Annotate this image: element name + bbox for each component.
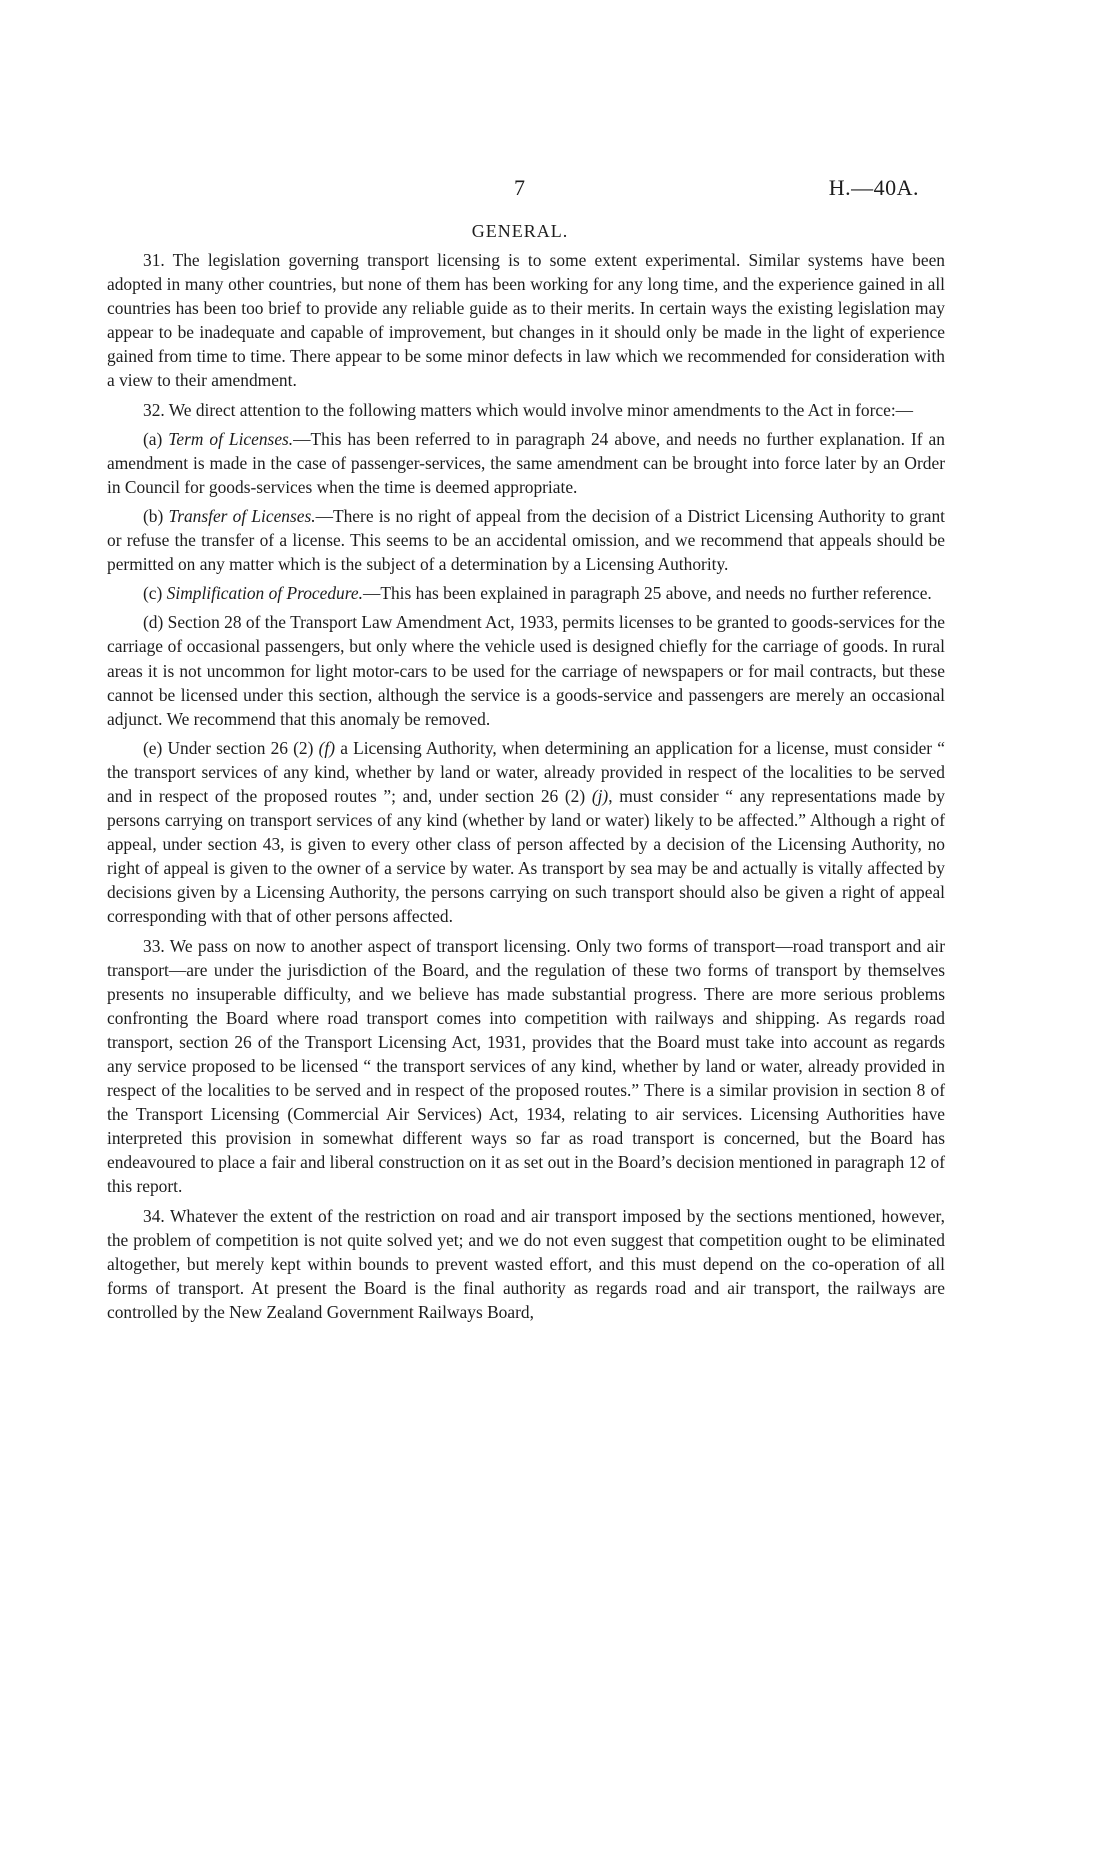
body-text	[107, 248, 945, 1329]
document-reference: H.—40A.	[828, 175, 919, 200]
item-c-text: —This has been explained in paragraph 25 above, and needs no further reference.	[362, 583, 932, 604]
item-d-label: (d)	[143, 612, 164, 633]
item-e-text-1: Under section 26 (2)	[167, 737, 319, 758]
item-a-label: (a)	[143, 428, 163, 449]
item-b-label: (b)	[143, 505, 164, 526]
item-d-text: Section 28 of the Transport Law Amendment Act, 1933, permits licenses to be granted to goods-services for the carriage of occasional passengers, but only where the vehicle used is designed chiefly for the carriage of goods. In rural areas it is not uncommon for light motor-cars to be used for the carriage of newspapers or for mail contracts, but these cannot be licensed under this section, although the service is a goods-service and passengers are merely an occasional adjunct. We recommend that this anomaly be removed.	[107, 612, 945, 729]
item-b	[107, 504, 945, 576]
item-b-text: —There is no right of appeal from the decision of a District Licensing Authority to grant or refuse the transfer of a license. This seems to be an accidental omission, and we recommend that appeals should be permitted on any matter which is the subject of a determination by a Licensing Authority.	[107, 505, 945, 575]
item-b-title: Transfer of Licenses.	[168, 505, 316, 526]
item-e-text-3: , must consider “ any representations made by persons carrying on transport services of any kind (whether by land or water) likely to be affected.” Although a right of appeal, under section 43, is given to every other class of person affected by a decision of the Licensing Authority, no right of appeal is given to the owner of a service by water. As transport by sea may be and actually is vitally affected by decisions given by a Licensing Authority, the persons carrying on such transport should also be given a right of appeal corresponding with that of other persons affected.	[107, 785, 945, 927]
item-e-subsection-j: (j)	[591, 785, 609, 806]
paragraph-31: 31. The legislation governing transport licensing is to some extent experimental. Similar systems have been adopted in many other countries, but none of them has been working for any long time, and the experience gained in all countries has been too brief to provide any reliable guide as to their merits. In certain ways the existing legislation may appear to be inadequate and capable of improvement, but changes in it should only be made in the light of experience gained from time to time. There appear to be some minor defects in law which we recommended for consideration with a view to their amendment.	[107, 250, 945, 391]
item-e	[107, 736, 945, 929]
item-a-text: —This has been referred to in paragraph 24 above, and needs no further explanation. If an amendment is made in the case of passenger-services, the same amendment can be brought into force later by an Order in Council for goods-services when the time is deemed appropriate.	[107, 428, 945, 497]
paragraph-32: 32. We direct attention to the following matters which would involve minor amendments to the Act in force:—	[143, 399, 914, 420]
item-e-text-2: a Licensing Authority, when determining an application for a license, must consider “ the transport services of any kind, whether by land or water, already provided in respect of the localities to be served and in respect of the proposed routes ”; and, under section 26 (2)	[107, 737, 945, 806]
item-e-label: (e)	[143, 737, 163, 758]
page-number: 7	[514, 175, 526, 200]
item-d	[107, 610, 945, 730]
paragraph-34: 34. Whatever the extent of the restriction on road and air transport imposed by the sections mentioned, however, the problem of competition is not quite solved yet; and we do not even suggest that competition ought to be eliminated altogether, but merely kept within bounds to prevent wasted effort, and this must depend on the co-operation of all forms of transport. At present the Board is the final authority as regards road and air transport, the railways are controlled by the New Zealand Government Railways Board,	[107, 1205, 945, 1322]
section-heading: GENERAL.	[471, 221, 569, 241]
paragraph-33: 33. We pass on now to another aspect of transport licensing. Only two forms of transport—road transport and air transport—are under the jurisdiction of the Board, and the regulation of these two forms of transport by themselves presents no insuperable difficulty, and we believe has made substantial progress. There are more serious problems confronting the Board where road transport comes into competition with railways and shipping. As regards road transport, section 26 of the Transport Licensing Act, 1931, provides that the Board must take into account as regards any service proposed to be licensed “ the transport services of any kind, whether by land or water, already provided in respect of the localities to be served and in respect of the proposed routes.” There is a similar provision in section 8 of the Transport Licensing (Commercial Air Services) Act, 1934, relating to air services. Licensing Authorities have interpreted this provision in somewhat different ways so far as road transport is concerned, but the Board has endeavoured to place a fair and liberal construction on it as set out in the Board’s decision mentioned in paragraph 12 of this report.	[107, 935, 945, 1197]
item-c-title: Simplification of Procedure.	[166, 583, 363, 604]
item-a-title: Term of Licenses.	[168, 428, 294, 449]
item-e-subsection-f: (f)	[318, 737, 336, 758]
item-c	[107, 581, 945, 605]
item-c-label: (c)	[143, 583, 163, 604]
item-a	[107, 427, 945, 499]
